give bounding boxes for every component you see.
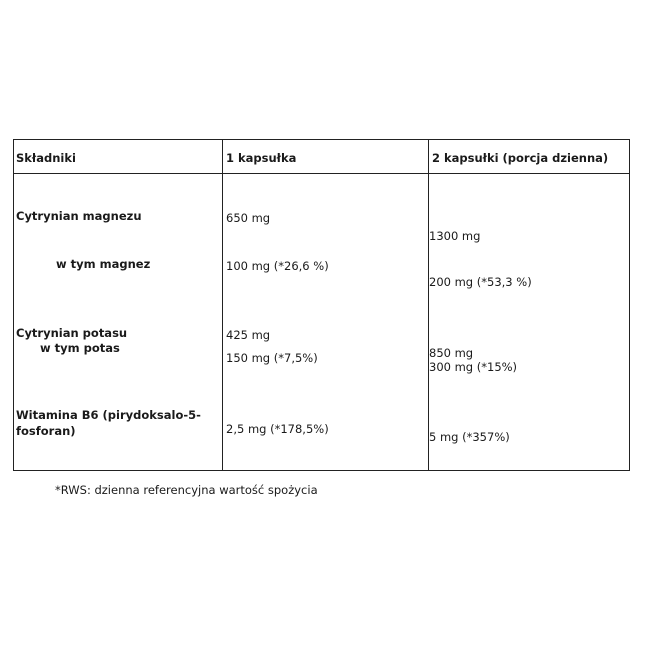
column-divider-1 — [222, 140, 223, 470]
header-divider — [14, 173, 629, 174]
ingredient-vitamin-b6-line2: fosforan) — [16, 424, 76, 438]
potassium-two-capsules: 300 mg (*15%) — [429, 360, 518, 374]
header-one-capsule: 1 kapsułka — [226, 151, 297, 165]
ingredient-potassium: w tym potas — [40, 341, 120, 355]
magnesium-citrate-one-capsule: 650 mg — [226, 211, 271, 225]
vitamin-b6-two-capsules: 5 mg (*357%) — [429, 430, 510, 444]
footnote: *RWS: dzienna referencyjna wartość spożycia — [55, 483, 318, 497]
nutrition-table — [13, 139, 630, 471]
vitamin-b6-one-capsule: 2,5 mg (*178,5%) — [226, 422, 329, 436]
magnesium-one-capsule: 100 mg (*26,6 %) — [226, 259, 329, 273]
ingredient-potassium-citrate: Cytrynian potasu — [16, 326, 128, 340]
ingredient-vitamin-b6-line1: Witamina B6 (pirydoksalo-5- — [16, 408, 201, 422]
potassium-citrate-two-capsules: 850 mg — [429, 346, 474, 360]
header-two-capsules: 2 kapsułki (porcja dzienna) — [432, 151, 609, 165]
ingredient-magnesium: w tym magnez — [56, 257, 151, 271]
header-ingredients: Składniki — [16, 151, 76, 165]
ingredient-magnesium-citrate: Cytrynian magnezu — [16, 209, 142, 223]
column-divider-2 — [428, 140, 429, 470]
potassium-one-capsule: 150 mg (*7,5%) — [226, 351, 318, 365]
magnesium-citrate-two-capsules: 1300 mg — [429, 229, 481, 243]
potassium-citrate-one-capsule: 425 mg — [226, 328, 271, 342]
magnesium-two-capsules: 200 mg (*53,3 %) — [429, 275, 532, 289]
